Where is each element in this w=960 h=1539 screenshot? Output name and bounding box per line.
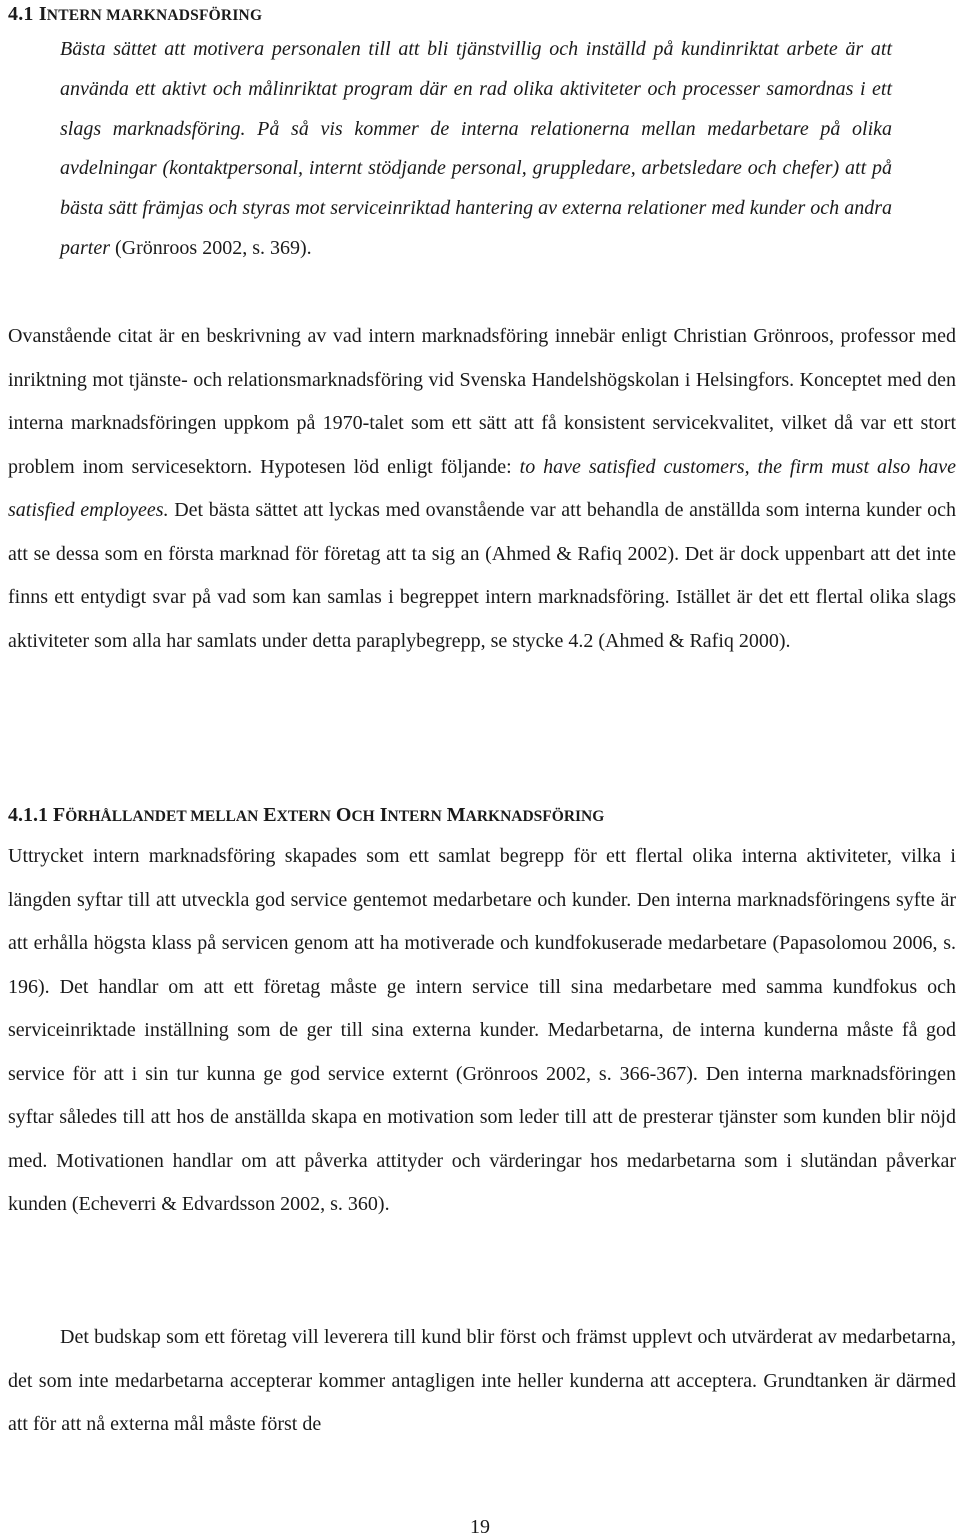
section-title-rest: NTERN MARKNADSFÖRING: [46, 7, 263, 24]
subsection-rest-4: NTERN: [387, 808, 442, 825]
subsection-cap-4: I: [379, 804, 388, 826]
paragraph-1: [8, 315, 956, 663]
subsection-rest-1: ÖRHÅLLANDET MELLAN: [65, 808, 259, 825]
subsection-rest-2: XTERN: [276, 808, 331, 825]
block-quote: [60, 30, 892, 269]
subsection-number: 4.1.1: [8, 804, 48, 826]
subsection-cap-5: M: [446, 804, 466, 826]
paragraph-1-text-a: Ovanstående citat är en beskrivning av vad intern marknadsföring innebär enligt Christian Grönroos, professor med inriktning mot tjänste- och relationsmarknadsföring vid Svenska Handelshögskolan i Helsingfors. Konceptet med den interna marknadsföringen uppkom på 1970-talet som ett sätt att få konsistent servicekvalitet, vilket då var ett stort problem inom servicesektorn. Hypotesen löd enligt följande:: [8, 325, 956, 478]
subsection-heading: [8, 803, 604, 829]
quote-citation: (Grönroos 2002, s. 369).: [115, 236, 312, 259]
section-number: 4.1: [8, 3, 34, 25]
subsection-rest-3: CH: [351, 808, 375, 825]
subsection-cap-2: E: [263, 804, 277, 826]
page-number: 19: [470, 1516, 490, 1538]
subsection-rest-5: ARKNADSFÖRING: [465, 808, 605, 825]
paragraph-3: Det budskap som ett företag vill leverera till kund blir först och främst upplevt och utvärderat av medarbetarna, det som inte medarbetarna accepterar kommer antagligen inte heller kunderna att acceptera. Grundtanken är därmed att för att nå externa mål måste först de: [8, 1326, 956, 1435]
paragraph-2: Uttrycket intern marknadsföring skapades som ett samlat begrepp för ett flertal olika interna aktiviteter, vilka i längden syftar till att utveckla god service gentemot medarbetare och kunder. Den interna marknadsföringens syfte är att erhålla högsta klass på servicen genom att ha motiverade och kundfokuserade medarbetare (Papasolomou 2006, s. 196). Det handlar om att ett företag måste ge intern service till sina medarbetare med samma kundfokus och serviceinriktade inställning som de ger till sina externa kunder. Medarbetarna, de interna kunderna måste få god service för att i sin tur kunna ge god service externt (Grönroos 2002, s. 366-367). Den interna marknadsföringen syftar således till att hos de anställda skapa en motivation som leder till att de presterar tjänster som kunden blir nöjd med. Motivationen handlar om att påverka attityder och värderingar hos medarbetarna som i slutändan påverkar kunden (Echeverri & Edvardsson 2002, s. 360).: [8, 845, 956, 1215]
subsection-cap-3: O: [335, 804, 352, 826]
section-heading: [8, 2, 262, 28]
paragraph-1-text-b: Det bästa sättet att lyckas med ovanstående var att behandla de anställda som interna kunder och att se dessa som en första marknad för företag att ta sig an (Ahmed & Rafiq 2002). Det är dock uppenbart att det inte finns ett entydigt svar på vad som kan samlas i begreppet intern marknadsföring. Istället är det ett flertal olika slags aktiviteter som alla har samlats under detta paraplybegrepp, se stycke 4.2 (Ahmed & Rafiq 2000).: [8, 499, 957, 652]
section-title-initial: I: [38, 3, 47, 25]
subsection-cap-1: F: [53, 804, 66, 826]
paragraph-1-emphasis: to have satisfied customers, the firm must also have satisfied employees.: [8, 455, 956, 521]
quote-text: Bästa sättet att motivera personalen till att bli tjänstvillig och inställd på kundinriktat arbete är att använda ett aktivt och målinriktat program där en rad olika aktiviteter och processer samordnas i ett slags marknadsföring. På så vis kommer de interna relationerna mellan medarbetare på olika avdelningar (kontaktpersonal, internt stödjande personal, gruppledare, arbetsledare och chefer) att på bästa sätt främjas och styras mot serviceinriktad hantering av externa relationer med kunder och andra parter: [60, 38, 892, 259]
